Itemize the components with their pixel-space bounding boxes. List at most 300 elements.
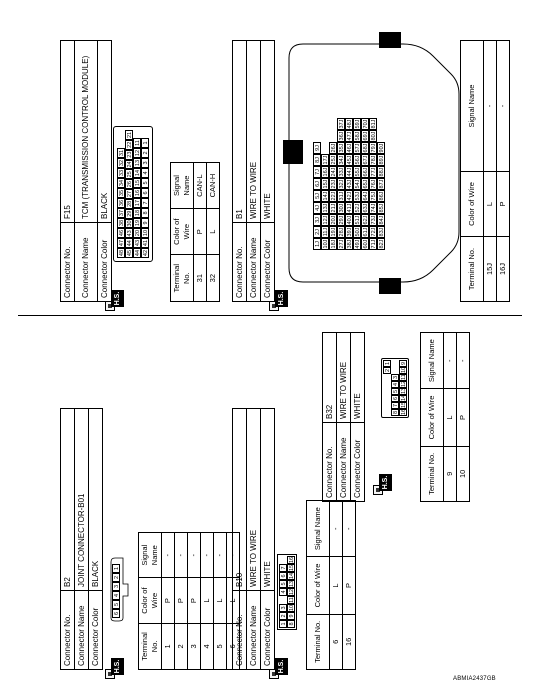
b10-info-table — [232, 408, 275, 670]
f15-info-table — [60, 40, 112, 302]
table-row — [330, 501, 343, 670]
pin-row — [313, 118, 321, 250]
pin-cell: 22J — [331, 191, 337, 201]
pin-cell: 4 — [141, 168, 149, 178]
pin-cell: 2 — [112, 573, 120, 582]
b32-connector-face — [381, 358, 409, 418]
pin-cell: 51J — [355, 215, 361, 225]
b1-connector-color: WHITE — [261, 41, 275, 223]
table-row — [343, 501, 356, 670]
pin-cell: 55J — [355, 167, 361, 177]
pin-cell: 2J — [313, 226, 321, 238]
pin-row — [377, 118, 385, 250]
b1-lock-tab-bottom — [379, 278, 401, 294]
signal-cell: - — [201, 533, 214, 578]
b2-connector-color: BLACK — [89, 409, 103, 591]
signal-cell: CAN-L — [194, 163, 207, 209]
pin-cell: 60J — [363, 239, 369, 249]
pin-cell: 11J — [323, 227, 329, 237]
pin-cell: 38 — [119, 219, 125, 227]
pin-cell: 32J — [339, 179, 345, 189]
pin-cell: 73J — [371, 215, 377, 225]
pin-cell: 13 — [401, 387, 407, 394]
pin-cell: 61J — [363, 227, 369, 237]
pin-cell: 84J — [379, 215, 385, 225]
pin-cell: 5 — [393, 389, 399, 394]
b2-terminal-table — [138, 532, 240, 670]
pin-cell: 14 — [135, 169, 141, 177]
pin-cell: 47J — [347, 131, 353, 141]
pin-cell: 67J — [363, 155, 369, 165]
b1-terminal-table — [460, 40, 510, 302]
b10-hs-badge — [269, 659, 287, 679]
pin-cell: 43 — [135, 239, 141, 247]
terminal-cell: 2 — [175, 623, 188, 669]
f15-pin-grid — [113, 126, 153, 262]
label-connector-color: Connector Color — [261, 591, 275, 670]
pin-cell: 77J — [371, 167, 377, 177]
pin-row — [133, 130, 141, 258]
pin-cell: 76J — [371, 179, 377, 189]
hs-label: H.S. — [275, 658, 288, 675]
b32-pin-grid — [381, 358, 409, 418]
header-signal-name: Signal Name — [307, 501, 330, 557]
pin-cell: 68J — [363, 143, 369, 153]
pin-cell: 5J — [313, 190, 321, 202]
signal-cell: - — [444, 333, 457, 389]
signal-cell: - — [214, 533, 227, 578]
pin-cell: 18 — [135, 209, 141, 217]
b10-connector-face — [277, 554, 297, 630]
b10-connector-color: WHITE — [261, 409, 275, 591]
pin-row — [321, 118, 329, 250]
pin-cell: 16 — [135, 189, 141, 197]
table-row — [162, 533, 175, 670]
pin-cell: 7 — [393, 403, 399, 408]
pin-cell: 6 — [141, 188, 149, 198]
pin-cell: 63J — [363, 203, 369, 213]
pin-cell: 33 — [119, 169, 125, 177]
pin-cell: 53J — [355, 191, 361, 201]
f15-terminal-table — [170, 162, 220, 302]
label-connector-no: Connector No. — [233, 591, 247, 670]
signal-cell: - — [175, 533, 188, 578]
pin-cell: 9 — [401, 361, 407, 366]
pin-cell — [383, 388, 391, 395]
b1-info-panel — [232, 40, 275, 302]
pin-cell: 3 — [279, 604, 287, 612]
pin-cell: 5 — [112, 600, 120, 609]
pin-cell: 48 — [119, 249, 125, 257]
wire-color-cell: P — [162, 578, 175, 623]
pin-row — [279, 556, 287, 628]
pin-row — [287, 556, 295, 628]
pin-cell: 78J — [371, 155, 377, 165]
pin-cell: 21 — [127, 131, 133, 139]
signal-cell: - — [330, 501, 343, 557]
pin-cell: 70J — [363, 119, 369, 129]
wire-color-cell: L — [227, 578, 240, 623]
header-signal-name: Signal Name — [461, 41, 484, 172]
pin-cell: 37J — [339, 119, 345, 129]
pin-row — [353, 118, 361, 250]
pin-cell: 1 — [112, 564, 120, 573]
pin-cell — [383, 381, 391, 388]
pin-cell: 7 — [141, 198, 149, 208]
pin-cell: 3J — [313, 214, 321, 226]
pin-cell: 28 — [127, 200, 133, 207]
pin-cell: 13 — [135, 159, 141, 167]
label-connector-name: Connector Name — [75, 591, 89, 670]
pin-cell: 24J — [331, 167, 337, 177]
pin-row — [361, 118, 369, 250]
pin-cell: 26 — [127, 181, 133, 188]
terminal-cell: 3 — [188, 623, 201, 669]
label-connector-no: Connector No. — [61, 223, 75, 302]
wire-color-cell: L — [214, 578, 227, 623]
pin-cell: 45 — [127, 250, 133, 257]
pin-row — [391, 360, 399, 416]
pin-cell: 10 — [289, 604, 295, 611]
f15-connector-face — [113, 126, 153, 262]
b2-connector-face — [110, 556, 126, 622]
pin-cell: 1 — [279, 620, 287, 628]
pin-cell: 85J — [379, 203, 385, 213]
terminal-cell: 15J — [484, 237, 497, 302]
label-connector-color: Connector Color — [89, 591, 103, 670]
pin-cell: 20 — [135, 229, 141, 237]
hs-label: H.S. — [379, 474, 392, 491]
pin-cell: 46 — [119, 229, 125, 237]
label-connector-name: Connector Name — [247, 223, 261, 302]
pin-cell: 24 — [127, 161, 133, 168]
pin-cell: 16 — [289, 556, 295, 563]
pin-cell: 10J — [323, 239, 329, 249]
pin-cell: 17J — [323, 155, 329, 165]
header-terminal-no: Terminal No. — [139, 623, 162, 669]
pin-cell: 3 — [112, 582, 120, 591]
f15-info-panel — [60, 40, 112, 302]
terminal-cell: 6 — [330, 614, 343, 669]
pin-cell: 43 — [127, 230, 133, 237]
label-connector-no: Connector No. — [323, 423, 337, 502]
pin-cell: 36 — [119, 199, 125, 207]
pin-cell: 12 — [401, 380, 407, 387]
pin-cell: 39J — [347, 227, 353, 237]
pin-cell: 8 — [393, 410, 399, 415]
b32-terminal-panel — [420, 332, 470, 502]
wire-color-cell: P — [188, 578, 201, 623]
label-connector-color: Connector Color — [261, 223, 275, 302]
pin-cell: 87J — [379, 179, 385, 189]
hs-label: H.S. — [111, 658, 124, 675]
header-terminal-no: Terminal No. — [307, 614, 330, 669]
pin-cell: 89J — [379, 155, 385, 165]
terminal-cell: 9 — [444, 446, 457, 501]
wire-color-cell: P — [497, 172, 510, 237]
pin-cell: 54J — [355, 179, 361, 189]
pin-cell: 15J — [323, 179, 329, 189]
pin-cell: 49J — [355, 239, 361, 249]
pin-cell: 6 — [393, 396, 399, 401]
header-color-of-wire: Color of Wire — [307, 557, 330, 614]
pin-cell: 14J — [323, 191, 329, 201]
table-row — [188, 533, 201, 670]
b1-lock-tab-left — [283, 140, 303, 164]
pin-cell: 18J — [331, 239, 337, 249]
signal-cell: CAN-H — [207, 163, 220, 209]
pin-cell: 59J — [355, 119, 361, 129]
label-connector-color: Connector Color — [98, 223, 112, 302]
pin-cell: 3 — [393, 375, 399, 380]
pin-cell: 25J — [331, 155, 337, 165]
f15-hs-badge — [105, 291, 123, 311]
pin-cell: 66J — [363, 167, 369, 177]
pin-cell: 32 — [119, 159, 125, 167]
pin-cell: 50J — [355, 227, 361, 237]
b32-connector-no: B32 — [323, 333, 337, 423]
b10-connector-no: B10 — [233, 409, 247, 591]
wire-color-cell: L — [201, 578, 214, 623]
pin-cell: 21J — [331, 203, 337, 213]
pin-cell: 25 — [127, 171, 133, 178]
pin-cell: 45J — [347, 155, 353, 165]
pin-row — [117, 130, 125, 258]
signal-cell: - — [343, 501, 356, 557]
pin-cell: 13 — [289, 580, 295, 587]
pin-cell: 58J — [355, 131, 361, 141]
signal-cell: - — [484, 41, 497, 172]
b1-connector-name: WIRE TO WIRE — [247, 41, 261, 223]
label-connector-color: Connector Color — [351, 423, 365, 502]
pin-cell: 15 — [289, 564, 295, 571]
table-row — [214, 533, 227, 670]
pin-cell: 4 — [112, 591, 120, 600]
table-row — [175, 533, 188, 670]
pin-cell: 14 — [401, 394, 407, 401]
pin-cell: 8J — [313, 154, 321, 166]
terminal-cell: 31 — [194, 255, 207, 302]
pin-cell — [391, 360, 399, 367]
pin-cell: 35J — [339, 143, 345, 153]
pin-cell: 33J — [339, 167, 345, 177]
terminal-cell: 32 — [207, 255, 220, 302]
pin-cell: 44J — [347, 167, 353, 177]
b32-terminal-table — [420, 332, 470, 502]
terminal-cell: 6 — [227, 623, 240, 669]
pin-cell: 11 — [133, 138, 141, 148]
label-connector-no: Connector No. — [233, 223, 247, 302]
b32-info-table — [322, 332, 365, 502]
pin-cell: 12 — [135, 149, 141, 157]
pin-cell — [391, 367, 399, 374]
b10-terminal-table — [306, 500, 356, 670]
b1-terminal-panel — [460, 40, 510, 302]
pin-cell: 81J — [371, 119, 377, 129]
header-color-of-wire: Color of Wire — [171, 209, 194, 255]
header-signal-name: Signal Name — [171, 163, 194, 209]
pin-cell: 43J — [347, 179, 353, 189]
section-divider — [18, 315, 522, 316]
b1-connector-no: B1 — [233, 41, 247, 223]
pin-cell: 35 — [119, 189, 125, 197]
b2-connector-name: JOINT CONNECTOR-B01 — [75, 409, 89, 591]
pin-cell: 2 — [141, 148, 149, 158]
pin-cell: 82J — [379, 239, 385, 249]
pin-cell: 16 — [401, 408, 407, 415]
pin-cell: 3 — [141, 158, 149, 168]
pin-cell: 36J — [339, 131, 345, 141]
b32-info-panel — [322, 332, 365, 502]
f15-connector-no: F15 — [61, 41, 75, 223]
pin-cell: 26J — [331, 143, 337, 153]
f15-connector-name: TCM (TRANSMISSION CONTROL MODULE) — [75, 41, 98, 223]
pin-cell: 41J — [347, 203, 353, 213]
pin-cell: 40J — [347, 215, 353, 225]
pin-cell: 41 — [143, 239, 149, 247]
pin-cell: 23 — [127, 151, 133, 158]
pin-cell: 62J — [363, 215, 369, 225]
pin-cell: 27J — [339, 239, 345, 249]
terminal-cell: 5 — [214, 623, 227, 669]
pin-cell: 10 — [401, 366, 407, 373]
f15-terminal-panel — [170, 162, 220, 302]
pin-cell: 4 — [279, 588, 287, 596]
terminal-cell: 10 — [457, 446, 470, 501]
pin-cell: 44 — [127, 240, 133, 247]
table-row — [457, 333, 470, 502]
pin-cell: 13J — [323, 203, 329, 213]
pin-cell — [383, 395, 391, 402]
pin-cell: 52J — [355, 203, 361, 213]
pin-cell: 17 — [135, 199, 141, 207]
wire-color-cell: L — [330, 557, 343, 614]
pin-cell: 19 — [135, 219, 141, 227]
pin-cell: 69J — [363, 131, 369, 141]
wire-color-cell: P — [194, 209, 207, 255]
pin-cell: 56J — [355, 155, 361, 165]
header-signal-name: Signal Name — [139, 533, 162, 578]
pin-cell: 83J — [379, 227, 385, 237]
pin-cell: 1J — [313, 238, 321, 250]
b10-pin-grid — [277, 554, 297, 630]
header-terminal-no: Terminal No. — [421, 446, 444, 501]
pin-cell: 31 — [119, 149, 125, 157]
header-terminal-no: Terminal No. — [461, 237, 484, 302]
b1-connector-face — [283, 22, 473, 304]
pin-cell: 46J — [347, 143, 353, 153]
pin-cell — [383, 374, 391, 381]
pin-cell: 47 — [119, 239, 125, 247]
pin-cell: 5 — [141, 178, 149, 188]
b2-pin-row — [112, 564, 120, 618]
pin-cell: 10 — [143, 229, 149, 237]
table-row — [207, 163, 220, 302]
header-color-of-wire: Color of Wire — [461, 172, 484, 237]
pin-row — [345, 118, 353, 250]
pin-cell: 6J — [313, 178, 321, 190]
pin-cell: 80J — [371, 131, 377, 141]
pin-cell: 31J — [339, 191, 345, 201]
pin-cell: 20J — [331, 215, 337, 225]
pin-cell — [383, 409, 391, 416]
table-row — [497, 41, 510, 302]
pin-row — [383, 360, 391, 416]
pin-cell: 16J — [323, 167, 329, 177]
pin-cell: 65J — [363, 179, 369, 189]
pin-cell: 12J — [323, 215, 329, 225]
pin-cell: 19J — [331, 227, 337, 237]
pin-cell: 2 — [385, 368, 391, 373]
pin-cell: 4J — [313, 202, 321, 214]
signal-cell: - — [162, 533, 175, 578]
pin-cell: 1 — [141, 138, 149, 148]
pin-cell: 6 — [279, 572, 287, 580]
b10-terminal-panel — [306, 500, 356, 670]
pin-cell: 30J — [339, 203, 345, 213]
pin-cell: 8 — [287, 620, 295, 628]
pin-cell: 8 — [141, 208, 149, 218]
b1-pin-grid — [313, 118, 385, 250]
wire-color-cell: P — [457, 389, 470, 446]
label-connector-name: Connector Name — [247, 591, 261, 670]
pin-cell: 28J — [339, 227, 345, 237]
b2-info-table — [60, 408, 103, 670]
pin-cell: 29 — [127, 210, 133, 217]
pin-cell: 29J — [339, 215, 345, 225]
pin-cell: 64J — [363, 191, 369, 201]
pin-cell: 86J — [379, 191, 385, 201]
pin-cell: 74J — [371, 203, 377, 213]
pin-cell: 4 — [393, 382, 399, 387]
b2-info-panel — [60, 408, 103, 670]
pin-cell: 22 — [127, 141, 133, 148]
b32-connector-color: WHITE — [351, 333, 365, 423]
pin-cell — [279, 596, 287, 604]
pin-row — [141, 130, 149, 258]
wire-color-cell: L — [484, 172, 497, 237]
wire-color-cell: L — [207, 209, 220, 255]
pin-cell: 7 — [279, 564, 287, 572]
label-connector-no: Connector No. — [61, 591, 75, 670]
pin-cell: 72J — [371, 227, 377, 237]
pin-row — [329, 118, 337, 250]
signal-cell: - — [227, 533, 240, 578]
pin-cell: 44 — [135, 249, 141, 257]
hs-label: H.S. — [111, 290, 124, 307]
wire-color-cell: L — [444, 389, 457, 446]
pin-cell: 42J — [347, 191, 353, 201]
signal-cell: - — [497, 41, 510, 172]
pin-row — [337, 118, 345, 250]
pin-cell: 90J — [379, 143, 385, 153]
pin-cell: 11 — [401, 374, 407, 380]
b2-connector-no: B2 — [61, 409, 75, 591]
pin-cell: 23J — [331, 179, 337, 189]
pin-cell: 15 — [401, 401, 407, 408]
f15-connector-color: BLACK — [98, 41, 112, 223]
pin-cell: 2 — [279, 612, 287, 620]
pin-cell: 37 — [119, 209, 125, 217]
table-row — [484, 41, 497, 302]
terminal-cell: 16J — [497, 237, 510, 302]
pin-cell: 1 — [385, 361, 391, 366]
b1-info-table — [232, 40, 275, 302]
pin-cell — [383, 402, 391, 409]
b10-connector-name: WIRE TO WIRE — [247, 409, 261, 591]
header-color-of-wire: Color of Wire — [421, 389, 444, 446]
header-terminal-no: Terminal No. — [171, 255, 194, 302]
